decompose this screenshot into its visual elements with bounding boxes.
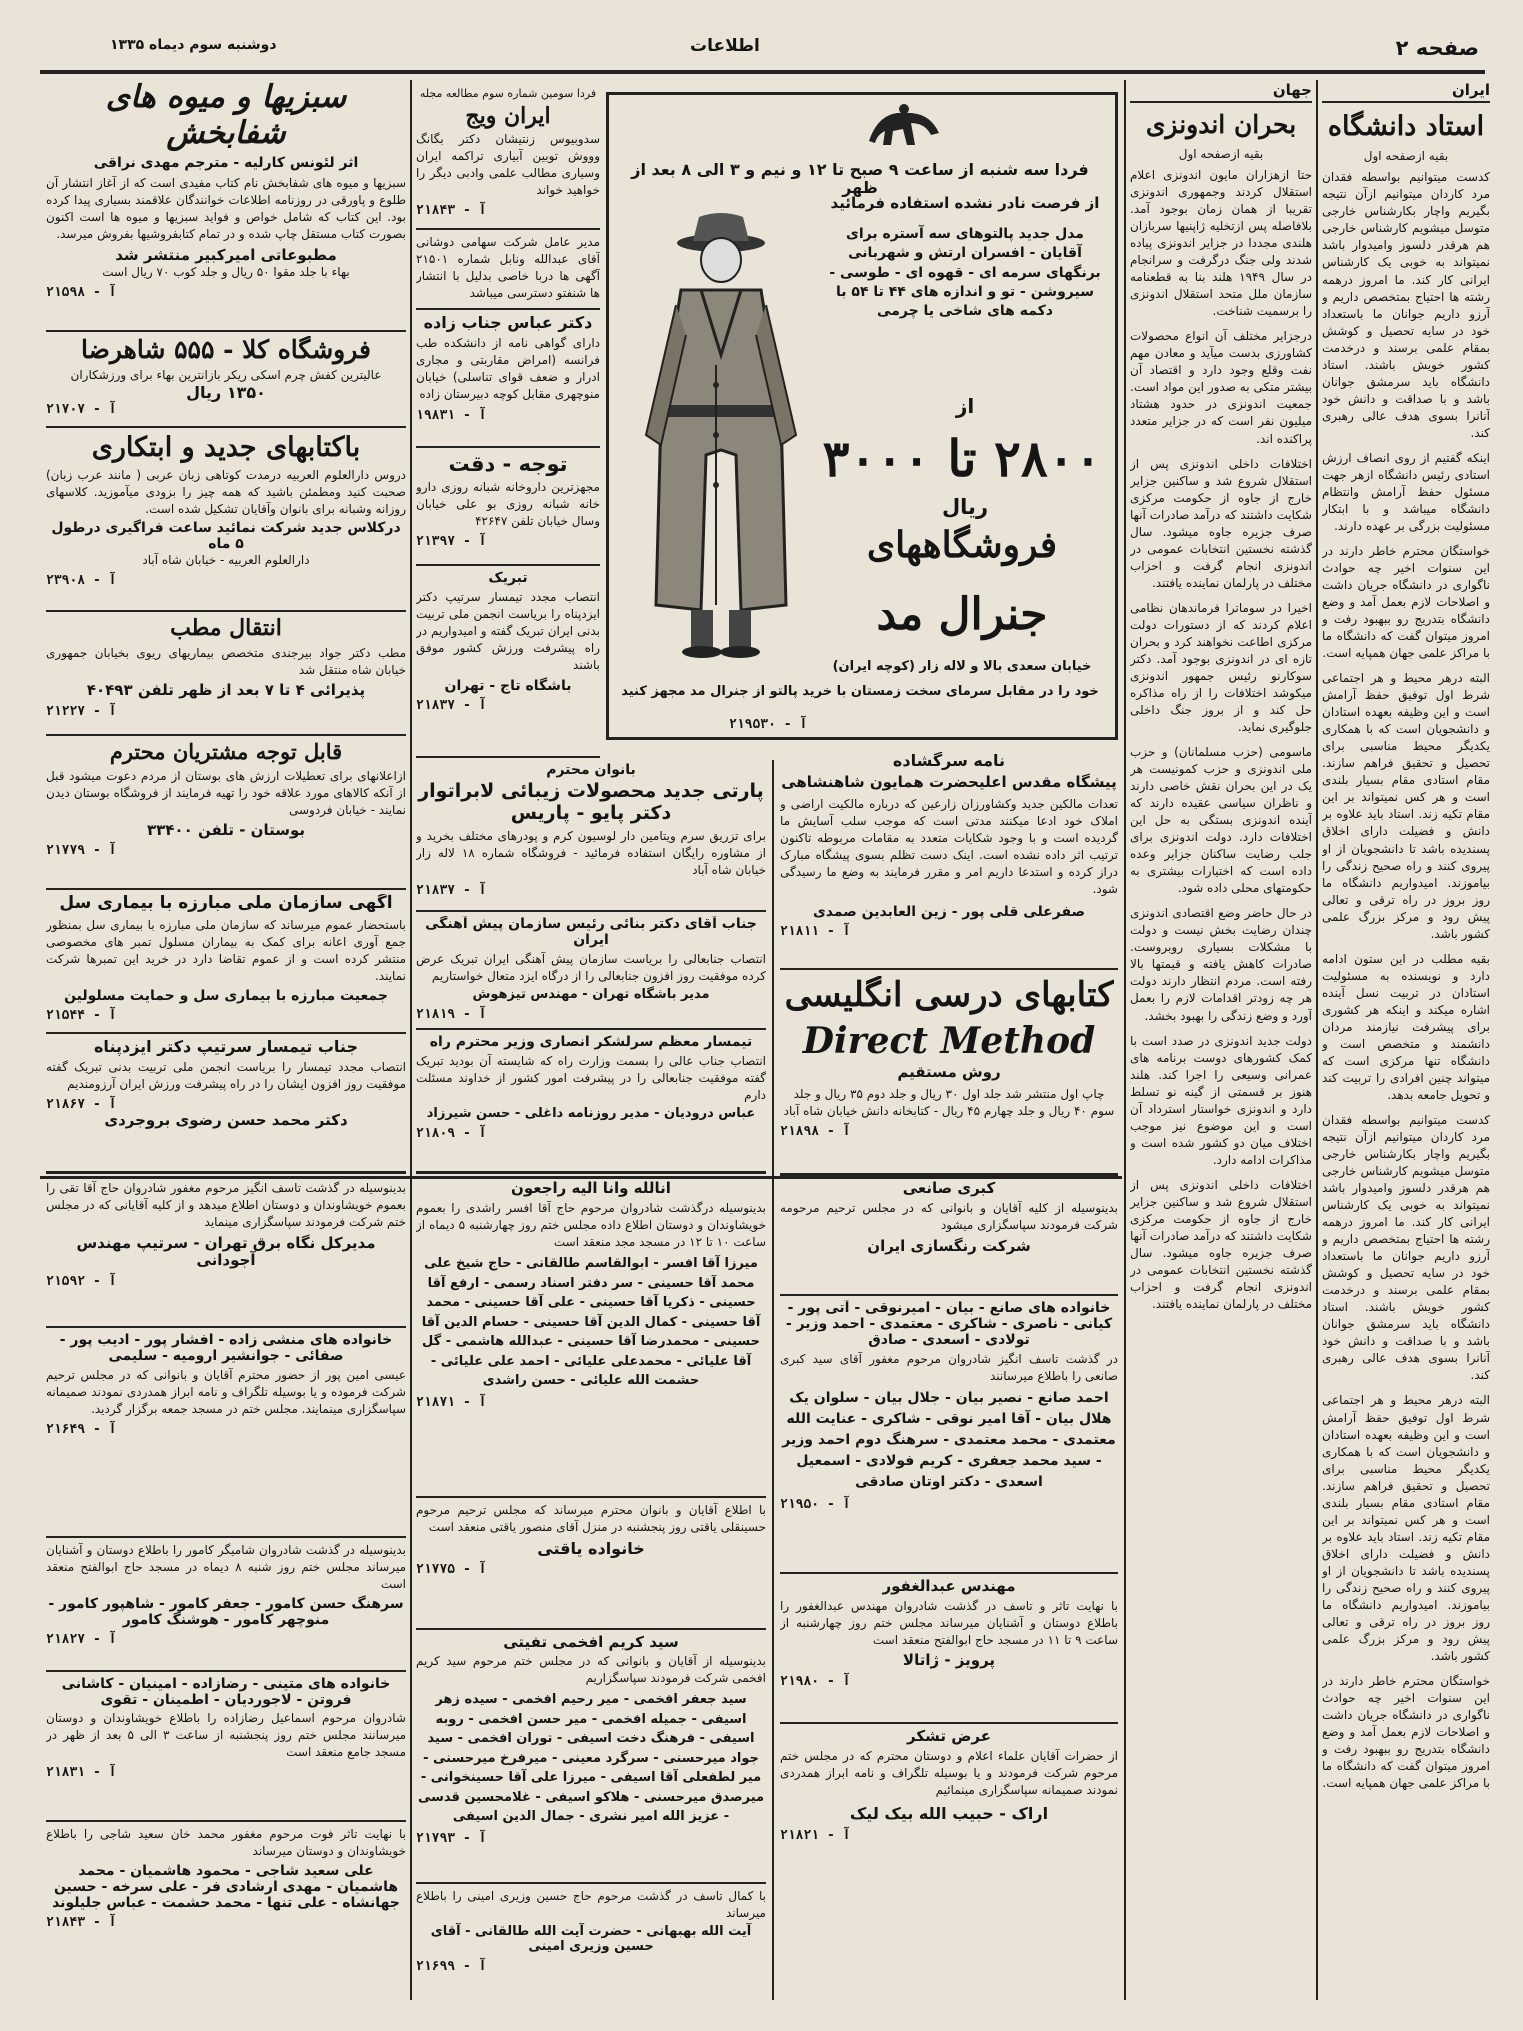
- ad-price: بهاء با جلد مقوا ۵۰ ریال و جلد کوب ۷۰ ریال است: [102, 264, 350, 279]
- ad-code: آ - ۲۱۷۷۵: [416, 1562, 487, 1578]
- ad-yaqti: [416, 1502, 766, 1630]
- ad-kamvar: [46, 1542, 406, 1672]
- ad-saebi: [780, 1180, 1118, 1296]
- open-letter-signature: صفرعلی قلی پور - زین العابدین صمدی: [812, 903, 1086, 920]
- overcoat-illustration-icon: [621, 205, 821, 660]
- ad-direct-method: [780, 976, 1118, 1176]
- ad-code: آ - ۲۱۸۴۳: [46, 1915, 117, 1931]
- ad-sign: باشگاه تاج - تهران: [444, 678, 572, 695]
- ad-body: مجهزترین داروخانه شبانه روزی دارو خانه شبانه روزی بو علی خیابان وسال خیابان تلفن ۴۲۶۴۷: [416, 480, 600, 529]
- ad-families-monshi: [46, 1332, 406, 1538]
- article-paragraph: خواستگان محترم خاطر دارند در این سنوات اخیر چه حوادث ناگواری در دانشگاه جریان داشت و اصلاحات لازم بعمل آمد و وضع دانشگاه بتدریج رو ببهبود رفت و امروز میتوان گفت که دانشگاه ما با مراکز علمی جهان همپایه است.: [1322, 543, 1490, 661]
- ad-body: با اطلاع آقایان و بانوان محترم میرساند که مجلس ترحیم مرحوم حسینقلی یاقتی روز پنجشنبه در منزل آقای منصور یاقتی منعقد است: [416, 1503, 766, 1535]
- ad-sign: مدیر باشگاه تهران - مهندس تیزهوش: [472, 987, 710, 1003]
- open-letter-subtitle: پیشگاه مقدس اعلیحضرت همایون شاهنشاهی: [781, 773, 1117, 792]
- ad-title: عرض تشکر: [907, 1728, 991, 1745]
- ad-subtitle: اثر لئونس کارلیه - مترجم مهدی نراقی: [93, 155, 359, 172]
- article-paragraph: اخیرا در سوماترا فرماندهان نظامی اعلام کردند که از دستورات دولت مرکزی اطاعت نخواهند کرد و بحران تازه ای در اندونزی بوجود آمد. دکتر سوکارنو رئیس جمهور اندونزی میکوشد اختلافات را از راه مذاکره حل کند و از بروز جنگ داخلی جلوگیری نماید.: [1130, 600, 1312, 734]
- ad-title: دکتر عباس جناب زاده: [423, 314, 593, 332]
- article-paragraph: کدست میتوانیم بواسطه فقدان مرد کاردان میتوانیم ازآن نتیجه بگیریم واچار بکارشناس خارجی متوسل میشویم کارشناس خارجی هم هرقدر دلسوز وامیدوار باشد نمیتواند به خوبی یک کارشناس ایرانی کار کند. ما امروز درهمه رشته ها احتیاج بمتخصص داریم و آرزو داریم جوانان ما باستعداد خود در سایه تحصیل و کوشش بمقام علمی برسند و درخدمت کشور خویش باشند. استاد دانشگاه باید سرمشق جوانان باشد و با صداقت و دانش خود آنانرا بسوی هدف عالی رهبری کند.: [1322, 1112, 1490, 1383]
- ad-title: پارتی جدید محصولات زیبائی لابراتوار دکتر پایو - پاریس: [418, 780, 764, 824]
- ad-latin-title: Direct Method: [802, 1020, 1096, 1063]
- ad-attention: [416, 452, 600, 566]
- ad-emphasis: درکلاس جدید شرکت نمائید ساعت فراگیری درطول ۵ ماه: [51, 520, 401, 553]
- ad-title: سید کریم افخمی تفیتی: [503, 1634, 679, 1651]
- ad-general-mode: [606, 92, 1118, 740]
- column-jahan: [1130, 82, 1312, 1997]
- ad-company: شرکت رنگسازی ایران: [867, 1237, 1031, 1256]
- ad-code: آ - ۲۱۸۳۷: [416, 882, 487, 898]
- ad-address: خیابان سعدی بالا و لاله زار (کوچه ایران): [832, 659, 1092, 674]
- ad-names: سید جعفر افخمی - میر رحیم افخمی - سیده زهر اسیفی - جمیله افخمی - میر حسن افخمی - روبه اسیفی - فرهنگ دخت اسیفی - توران افخمی - سید جواد میرحسنی - سرگرد معینی - میرفرخ میرحسنی - میر لطفعلی آقا اسیفی - میرزا علی آقا حسینخوانی - میرصدق میرحسنی - هلاکو اسیفی - غلامحسین قدسی - عزیز الله امیر نشری - جمال الدین اسیفی: [417, 1692, 765, 1825]
- ad-shoe-store: [46, 336, 406, 428]
- ad-names: میرزا آقا افسر - ابوالقاسم طالقانی - حاج شیخ علی محمد آقا حسینی - سر دفتر اسناد رسمی - ارفع آقا حسینی - ذکریا آقا حسینی - علی آقا حسینی - محمد آقا حسینی - کمال الدین آقا حسینی - حسام الدین آقا حسینی - محمدرضا آقا حسینی - عبدالله هاشمی - گل آقا علیائی - محمدعلی علیائی - احمد علی علیائی - حشمت الله علیائی - حسن راشدی: [421, 1256, 761, 1389]
- ad-body: بدینوسیله درگذشت شادروان مرحوم حاج آقا افسر راشدی را بعموم خویشاوندان و دوستان اطلاع داده مجلس ختم روز چهارشنبه ۵ دیماه از ساعت ۱۰ تا ۱۲ در مسجد مجد منعقد است: [416, 1201, 766, 1250]
- ad-body: انتصاب مجدد تیمسار سرتیپ دکتر ایزدپناه را بریاست انجمن ملی تربیت بدنی ایران تبریک گفته و امیدواریم در راه پیشرفت ورزش کشور موفق باشند: [416, 590, 600, 673]
- ad-sign: اراک - حبیب الله بیک لیک: [849, 1804, 1049, 1824]
- ad-code: آ - ۲۱۸۱۱: [780, 923, 851, 939]
- ad-body: بدینوسیله در گذشت تاسف انگیز مرحوم مغفور شادروان حاج آقا تقی را بعموم خویشاوندان و دوستان اطلاع میدهد و از کلیه آقایانی که در مجلس ختم شرکت فرمودند سپاسگزاری مینماید: [46, 1181, 406, 1230]
- ad-afkhami: [416, 1634, 766, 1884]
- article-paragraph: دولت جدید اندونزی در صدد است با کمک کشورهای دوست برنامه های عمرانی وسیعی را اجرا کند. هلند هنوز بر قسمتی از گینه نو تسلط دارد و اندونزی خواستار استرداد آن است و این موضوع نیز موجب اختلاف میان دو کشور شده است و مذاکرات ادامه دارد.: [1130, 1033, 1312, 1167]
- article-paragraph: درجزایر مختلف آن انواع محصولات کشاورزی بدست میآید و معادن مهم نفت وقلع وجود دارد و اقتصاد آن بیشتر متکی به صدور این مواد است. جمعیت اندونزی در حدود هشتاد میلیون نفر است که در جزایر متعدد پراکنده اند.: [1130, 329, 1312, 446]
- article-paragraph: کدست میتوانیم بواسطه فقدان مرد کاردان میتوانیم ازآن نتیجه بگیریم واچار بکارشناس خارجی متوسل میشویم کارشناس خارجی هم هرقدر دلسوز وامیدوار باشد نمیتواند به خوبی یک کارشناس ایرانی کار کند. ما امروز درهمه رشته ها احتیاج بمتخصص داریم و آرزو داریم جوانان ما باستعداد خود در سایه تحصیل و کوشش بمقام علمی برسند و درخدمت کشور خویش باشند. استاد دانشگاه باید سرمشق جوانان باشد و با صداقت و دانش خود آنانرا بسوی هدف عالی رهبری کند.: [1322, 170, 1490, 440]
- ad-iran-week: [416, 86, 600, 230]
- ad-price: ۲۸۰۰ تا ۳۰۰۰: [822, 429, 1102, 488]
- ad-body: با نهایت تاثر فوت مرحوم مغفور محمد خان سعید شاجی را باطلاع خویشاوندان و دوستان میرساند: [46, 1827, 406, 1859]
- ad-ghafour: [780, 1578, 1118, 1724]
- column-rule: [1316, 80, 1318, 2000]
- article-paragraph: اینکه گفتیم از روی انصاف ارزش استادی رئیس دانشگاه ازهر جهت مسئول حفظ آرامش وانتظام دانشگاه میباشد و با ابتکار مسئولیت بزرگی بر عهده دارند.: [1322, 450, 1490, 533]
- article-paragraph: اختلافات داخلی اندونزی پس از استقلال شروع شد و ساکنین جزایر خارج از جاوه از حکومت مرکزی شکایت داشتند که درآمد صادرات آنها صرف جزیره جاوه میشود. سال گذشته نخستین انتخابات عمومی در اندونزی انجام گرفت و احزاب مختلف در پارلمان نماینده یافتند.: [1130, 1177, 1312, 1311]
- column-rule: [1124, 80, 1126, 2000]
- ad-names: سرهنگ حسن کامور - جعفر کامور - شاهپور کامور - منوچهر کامور - هوشنگ کامور: [48, 1596, 404, 1629]
- ad-classes: [46, 432, 406, 612]
- column-rule: [410, 80, 412, 2000]
- ad-code: آ - ۲۳۹۰۸: [46, 573, 117, 589]
- column-rule: [772, 760, 774, 2000]
- ad-body: دارای گواهی نامه از دانشکده طب فرانسه (امراض مقاربتی و مجاری ادرار و ضعف قوای تناسلی) خیابان منوچهری مقابل کوچه دبیرستان زاده: [416, 336, 600, 402]
- ad-currency: ریال: [941, 495, 989, 519]
- ad-closing: خود را در مقابل سرمای سخت زمستان با خرید پالتو از جنرال مد مجهز کنید: [621, 684, 1099, 699]
- article-paragraph: اختلافات داخلی اندونزی پس از استقلال شروع شد و ساکنین جزایر خارج از جاوه از حکومت مرکزی شکایت داشتند که درآمد صادرات آنها صرف جزیره جاوه میشود. سال گذشته نخستین انتخابات عمومی در اندونزی انجام گرفت و احزاب مختلف در پارلمان نماینده یافتند.: [1130, 456, 1312, 590]
- page-label: صفحه ۲: [1395, 36, 1479, 60]
- ad-title: جناب آقای دکتر بنائی رئیس سازمان پیش آهنگی ایران: [425, 916, 757, 949]
- ad-code: آ - ۲۱۷۷۹: [46, 843, 117, 859]
- ad-body: دروس دارالعلوم العربیه درمدت کوتاهی زبان عربی ( مانند عرب زبان) صحبت کنید ومطمئن باشید که همه چیز را بزودی میآموزید. کلاسهای روزانه وشبانه برای بانوان وآقایان تشکیل شده است.: [46, 468, 406, 517]
- ad-body: بدینوسیله از آقایان و بانوانی که در مجلس ختم مرحوم سید کریم افخمی شرکت فرمودند سپاسگزاریم: [416, 1654, 766, 1686]
- ad-timsar: [416, 1034, 766, 1174]
- article-intro: بقیه ازصفحه اول: [1363, 149, 1449, 164]
- ad-body: چاپ اول منتشر شد جلد اول ۳۰ ریال و جلد دوم ۳۵ ریال و جلد سوم ۴۰ ریال و جلد چهارم ۴۵ ریال - کتابخانه دانش خیابان شاه آباد: [783, 1086, 1115, 1118]
- ad-title: سبزیها و میوه های شفابخش: [105, 80, 347, 151]
- ad-code: آ - ۲۱۳۹۷: [416, 534, 487, 550]
- ad-body: عالیترین کفش چرم اسکی ریکر بازانترین بهاء برای ورزشکاران: [70, 367, 382, 382]
- ad-body: سبزیها و میوه های شفابخش نام کتاب مفیدی است که از آغاز انتشار آن طلوع و پاورقی در روزنامه اطلاعات خوانندگان علاقمند بسیاری پیدا کرده بود. این کتاب که شامل خواص و فواید سبزیها و میوه ها است اکنون بصورت کتاب مستقل چاپ شده و در تمام کتابفروشیها بفروش میرسد.: [46, 176, 406, 242]
- ad-code: آ - ۲۱۵۴۴: [46, 1007, 117, 1023]
- ad-kicker: بانوان محترم: [546, 762, 636, 778]
- ad-body: انتصاب مجدد تیمسار را بریاست انجمن ملی تربیت بدنی تبریک گفته موفقیت روز افزون ایشان را در راه پیشرفت ورزش ایران آرزومندیم: [46, 1060, 406, 1092]
- ad-code: آ - ۲۱۶۴۹: [46, 1422, 117, 1438]
- ad-code: آ - ۲۱۸۲۷: [46, 1632, 117, 1648]
- ad-code: آ - ۲۱۵۹۸: [46, 284, 117, 300]
- article-paragraph: خواستگان محترم خاطر دارند در این سنوات اخیر چه حوادث ناگواری در دانشگاه جریان داشت و اصلاحات لازم بعمل آمد و وضع دانشگاه بتدریج رو ببهبود رفت و امروز میتوان گفت که دانشگاه ما با مراکز علمی جهان همپایه است.: [1322, 1673, 1490, 1791]
- ad-thanks-ajoudani: [46, 1180, 406, 1328]
- ad-title: انتقال مطب: [170, 616, 282, 641]
- ad-tb: [46, 894, 406, 1034]
- issue-date: دوشنبه سوم دیماه ۱۳۳۵: [110, 37, 277, 53]
- ad-body: در گذشت تاسف انگیز شادروان مرحوم مغفور آقای سید کبری صانعی را باطلاع میرسانند: [780, 1352, 1118, 1384]
- ad-izadpanah: [46, 1038, 406, 1174]
- open-letter: [780, 752, 1118, 970]
- lion-logo-icon: [859, 101, 949, 157]
- ad-body: از حضرات آقایان علماء اعلام و دوستان محترم که در مجلس ختم مرحوم شرکت فرمودند و یا بوسیله تلگراف و نامه ابراز همدردی نمودند صمیمانه سپاسگزاری مینمائیم: [780, 1749, 1118, 1798]
- ad-code: آ - ۲۱۸۳۱: [46, 1765, 117, 1781]
- ad-subtitle: روش مستقیم: [897, 1063, 1001, 1082]
- ad-kicker: فردا سومین شماره سوم مطالعه مجله: [419, 87, 597, 100]
- ad-store-line: فروشگاههای: [866, 524, 1058, 566]
- ad-body: عیسی امین پور از حضور محترم آقایان و بانوانی که در مجلس ترحیم شرکت فرموده و یا بوسیله تلگراف و نامه ابراز همدردی نمودند صمیمانه سپاسگزاری مینمایند. مجلس ختم در مسجد جمعه برگزار گردید.: [46, 1368, 406, 1417]
- ad-code: آ - ۲۱۷۹۳: [416, 1830, 487, 1846]
- ad-sadshaji: [46, 1826, 406, 1998]
- ad-body: بدینوسیله از کلیه آقایان و بانوانی که در مجلس ترحیم مرحومه شرکت فرمودند سپاسگزاری میشود: [780, 1201, 1118, 1233]
- ad-raji: [416, 1180, 766, 1498]
- ad-code: آ - ۲۱۹۵۳۰: [729, 717, 808, 732]
- ad-code: آ - ۲۱۸۶۷: [46, 1097, 117, 1113]
- article-paragraph: بقیه مطلب در این ستون ادامه دارد و نویسنده به مسئولیت استادان در تربیت نسل آینده اشاره میکند و اینکه هر کشوری برای پیشرفت نیازمند مردان دانشمند و متخصص است و دانشگاه تنها مرکزی است که میتواند چنین افرادی را تربیت کند و تحویل جامعه بدهد.: [1322, 951, 1490, 1102]
- ad-price-from: از: [955, 394, 975, 418]
- ad-price: ۱۳۵۰ ریال: [186, 382, 266, 402]
- ad-body: شادروان مرحوم اسماعیل رضازاده را باطلاع خویشاوندان و دوستان میرسانند مجلس ختم روز پنجشنبه از ساعت ۳ الی ۵ بعد از ظهر در مسجد جامع منعقد است: [46, 1711, 406, 1760]
- open-letter-title: نامه سرگشاده: [892, 752, 1006, 770]
- article-title: بحران اندونزی: [1145, 110, 1297, 140]
- ad-body: برای تزریق سرم ویتامین دار لوسیون کرم و پودرهای مختلف بخرید و از مشاوره رایگان استفاده فرمائید - فروشگاه شماره ۱۸ لاله زار خیابان شاه آباد: [416, 828, 766, 877]
- ad-title: ایران ویج: [465, 102, 551, 129]
- article-paragraph: البته درهر محیط و هر اجتماعی شرط اول توفیق حفظ آرامش است و این وظیفه بعهده استادان و دانشجویان است که با همکاری یکدیگر محیط مناسبی برای تحصیل و تحقیق فراهم سازند. مقام استادی مقام بسیار بلندی است و هر کس نمیتواند بر این مقام تکیه زند. استاد باید علاوه بر دانش و فضیلت دارای اخلاق پسندیده باشد تا دانشجویان از او پیروی کنند و راه صحیح زندگی را بیاموزند. امیدواریم دانشگاه ما روز بروز در راه ترقی و تعالی پیش رود و مرکز بزرگ علمی کشور باشد.: [1322, 1393, 1490, 1663]
- ad-body: انتصاب جنابعالی را بریاست سازمان پیش آهنگی ایران تبریک عرض کرده موفقیت روز افزون جنابعالی را از درگاه ایزد متعال خواستاریم: [416, 952, 766, 984]
- ad-title: خانواده های منشی زاده - افشار پور - ادیب پور - صفائی - جوانشیر ارومیه - سلیمی: [59, 1332, 393, 1365]
- ad-title: تبریک: [488, 570, 528, 586]
- ad-vegetables: [46, 80, 406, 332]
- ad-moving: [46, 616, 406, 736]
- ad-title: خانواده های متینی - رضازاده - امینیان - کاشانی: [61, 1676, 391, 1692]
- ad-title: جناب تیمسار سرتیپ دکتر ایزدپناه: [93, 1038, 358, 1056]
- ad-title: انالله وانا الیه راجعون: [511, 1180, 671, 1197]
- ad-code: آ - ۲۱۲۲۷: [46, 703, 117, 719]
- article-paragraph: حتا ازهزاران مایون اندونزی اعلام استقلال کردند وجمهوری اندونزی تقریبا از همان زمان بوجود آمد. بلافاصله پس ازتخلیه ژاپنیها سربازان هلندی مجددا در جزایر اندونزی پیاده شدند ولی جنگ درگرفت و سرانجام در سال ۱۹۴۹ هلند بنا به قطعنامه سازمان ملل متحد استقلال اندونزی را برسمیت شناخت.: [1130, 168, 1312, 319]
- article-paragraph: البته درهر محیط و هر اجتماعی شرط اول توفیق حفظ آرامش است و این وظیفه بعهده استادان و دانشجویان است که با همکاری یکدیگر محیط مناسبی برای تحصیل و تحقیق فراهم سازند. مقام استادی مقام بسیار بلندی است و هر کس نمیتواند بر این مقام تکیه زند. استاد باید علاوه بر دانش و فضیلت دارای اخلاق پسندیده باشد تا دانشجویان از او پیروی کنند و راه صحیح زندگی را بیاموزند. امیدواریم دانشگاه ما روز بروز در راه ترقی و تعالی پیش رود و مرکز بزرگ علمی کشور باشد.: [1322, 671, 1490, 941]
- article-intro: بقیه ازصفحه اول: [1178, 147, 1264, 161]
- ad-body: سدوبیوس زنتیشان دکتر بگانگ وووش توبین آبیاری تراکمه ایران وسیاری مطالب علمی وادبی دیگر را خواهید خواند: [416, 131, 600, 197]
- masthead-rule: [40, 70, 1485, 74]
- masthead: [40, 30, 1485, 66]
- ad-doctor-abbas: [416, 314, 600, 448]
- ad-code: آ - ۲۱۵۹۲: [46, 1273, 117, 1289]
- ad-sanaei: [780, 1300, 1118, 1574]
- ad-address: دارالعلوم العربیه - خیابان شاه آباد: [142, 553, 310, 568]
- ad-body: ازاعلانهای برای تعطیلات ارزش های بوستان از مردم دعوت میشود قبل از آنکه کالاهای مورد علاقه خود را تهیه فرمایند از فروشگاه بوستان دیدن نمایند - خیابان فردوسی: [46, 769, 406, 818]
- section-label: جهان: [1130, 82, 1312, 103]
- ad-body: مطب دکتر جواد بیرجندی متخصص بیماریهای ریوی بخیابان جمهوری خیابان شاه منتقل شد: [46, 646, 406, 678]
- article-title: استاد دانشگاه: [1327, 111, 1485, 143]
- ad-code: آ - ۲۱۸۷۱: [416, 1394, 487, 1410]
- ad-company: [416, 234, 600, 310]
- ad-body: باستحضار عموم میرساند که سازمان ملی مبارزه با بیماری سل بمنظور جمع آوری اعانه برای کمک به بیماران مسلول تمبر های مخصوصی منتشر کرده است و از عموم تقاضا دارد در خرید این تمبرها شرکت نمایند.: [46, 917, 406, 983]
- ad-title: توجه - دقت: [448, 452, 568, 476]
- column-iran: [1322, 82, 1490, 1997]
- ad-body: با نهایت تاثر و تاسف در گذشت شادروان مهندس عبدالغفور را باطلاع دوستان و آشنایان میرساند مجلس ختم روز چهارشنبه از ساعت ۹ تا ۱۱ در مسجد حاج ابوالفتح منعقد است: [780, 1599, 1118, 1648]
- ad-store-name: جنرال مد: [876, 589, 1048, 640]
- ad-title: قابل توجه مشتریان محترم: [109, 740, 343, 764]
- ad-body: انتصاب جناب عالی را بسمت وزارت راه که شایسته آن بودید تبریک گفته موفقیت جنابعالی را در پیشرفت امور کشور از خداوند مسئلت دارم: [416, 1054, 766, 1103]
- ad-sign: عباس درودیان - مدیر روزنامه داغلی - حسن شیرزاد: [426, 1106, 756, 1122]
- ad-code: آ - ۲۱۶۹۹: [416, 1958, 487, 1974]
- ad-names: احمد صانع - نصیر بیان - جلال بیان - سلوان یک هلال بیان - آقا امیر نوقی - شاکری - عنایت الله معتمدی - محمد معتمدی - سرهنگ دوم احمد وزیر - سید محمد جعفری - کریم فولادی - اسمعیل اسعدی - دکتر اوتان صادقی: [782, 1390, 1116, 1491]
- ad-title: مهندس عبدالغفور: [882, 1578, 1016, 1595]
- ad-title: آگهی سازمان ملی مبارزه با بیماری سل: [59, 894, 393, 913]
- ad-body: بدینوسیله در گذشت شادروان شامیگر کامور را باطلاع دوستان و آشنایان میرساند مجلس ختم روز شنبه ۸ دیماه در مسجد حاج ابوالفتح منعقد است: [46, 1543, 406, 1592]
- ad-code: آ - ۲۱۹۵۰: [780, 1497, 851, 1513]
- ad-publisher: مطبوعاتی امیرکبیر منتشر شد: [115, 245, 337, 264]
- ad-sign: دکتر محمد حسن رضوی بروجردی: [104, 1111, 348, 1130]
- ad-promo-line: از فرصت نادر نشده استفاده فرمائید: [830, 194, 1100, 212]
- ad-title: کتابهای درسی انگلیسی: [784, 976, 1114, 1015]
- ad-code: آ - ۲۱۸۴۳: [416, 203, 487, 219]
- ad-title: باکتابهای جدید و ابتکاری: [91, 432, 361, 463]
- ad-tabrik: [416, 570, 600, 758]
- ad-names: علی سعید شاجی - محمود هاشمیان - محمد هاشمیان - مهدی ارشادی فر - علی سرخه - حسین جهانشاه - علی تنها - محمد حشمت - عباس جلیلوند: [52, 1863, 400, 1912]
- ad-phone: بوستان - تلفن ۳۳۴۰۰: [146, 821, 306, 840]
- ad-body: مدیر عامل شرکت سهامی دوشانی آقای عبدالله ونابل شماره ۲۱۵۰۱ آگهی ها دربا خاصی بدلیل با انتشار ها شنفتو دسترسی میباشد: [416, 235, 600, 301]
- ad-promo-hours: فردا سه شنبه از ساعت ۹ صبح تا ۱۲ و نیم و ۳ الی ۸ بعد از ظهر: [631, 160, 1089, 198]
- ad-code: آ - ۲۱۷۰۷: [46, 402, 117, 418]
- paper-name: اطلاعات: [690, 36, 760, 56]
- ad-families-matini: [46, 1676, 406, 1822]
- article-paragraph: در حال حاضر وضع اقتصادی اندونزی چندان رضایت بخش نیست و دولت با مشکلات بسیاری روبروست. صادرات کاهش یافته و قیمتها بالا رفته است. مردم انتظار دارند دولت هر چه زودتر اقدامات لازم را بعمل آورد و وضع زندگی را بهبود بخشد.: [1130, 906, 1312, 1023]
- ad-sign: مدیرکل نگاه برق تهران - سرتیپ مهندس آجودانی: [76, 1234, 376, 1270]
- ad-families: خانواده های صانع - بیان - امیرنوقی - آتی پور - کیانی - ناصری - شاکری - معتمدی - احمد وزیر - تولادی - اسعدی - صادق: [785, 1300, 1113, 1349]
- ad-names: آیت الله بهبهانی - حضرت آیت الله طالقانی - آقای حسین وزیری امینی: [430, 1924, 752, 1954]
- ad-code: آ - ۲۱۸۰۹: [416, 1126, 487, 1142]
- ad-code: آ - ۲۱۸۲۱: [780, 1827, 851, 1843]
- open-letter-body: تعدات مالکین جدید وکشاورزان زارعین که درباره مالکیت اراضی و املاک خود ادعا میکنند مدتی است که موجب سلب آسایش ما گردیده است و با وجود شکایات متعدد به مقامات مربوطه تاکنون ترتیب اثر داده نشده است. اینک دست تظلم بسوی پیشگاه مبارک دراز کرده و استدعا داریم امر و مقرر فرمایند به وضع ما رسیدگی شود.: [780, 796, 1118, 896]
- ad-title: خانواده یاقتی: [537, 1539, 645, 1559]
- ad-code: آ - ۱۹۸۳۱: [416, 407, 487, 423]
- ad-title: فروشگاه کلا - ۵۵۵ شاهرضا: [81, 336, 371, 364]
- ad-names: فروتن - لاجوردیان - اطمینان - تقوی: [100, 1692, 352, 1709]
- ad-code: آ - ۲۱۸۹۸: [780, 1123, 851, 1139]
- ad-title: کبری صانعی: [902, 1180, 996, 1197]
- ad-banovan: [416, 762, 766, 912]
- ad-code: آ - ۲۱۸۳۷: [416, 698, 487, 714]
- ad-code: آ - ۲۱۹۸۰: [780, 1673, 851, 1689]
- ad-arz-tashakor: [780, 1728, 1118, 1998]
- section-rule: [40, 1176, 1122, 1179]
- ad-code: آ - ۲۱۸۱۹: [416, 1007, 487, 1023]
- ad-boston: [46, 740, 406, 890]
- article-paragraph: ماسومی (حزب مسلمانان) و حزب ملی اندونزی و حزب کمونیست هر یک در این بحران نقش خاصی دارند و ناظران سیاسی عقیده دارند که آینده اندونزی بستگی به حل این اختلافات دارد. دولت اندونزی برای جلب رضایت ساکنان جزایر وعده داده است که اختیارات بیشتری به حکومتهای محلی داده شود.: [1130, 745, 1312, 896]
- ad-sign: جمعیت مبارزه با بیماری سل و حمایت مسلولین: [64, 987, 388, 1004]
- ad-habibi: [416, 1888, 766, 1998]
- ad-body: با کمال تاسف در گذشت مرحوم حاج حسین وزیری امینی را باطلاع میرساند: [416, 1889, 766, 1921]
- ad-promo-desc: مدل جدید پالتوهای سه آستره برای آقایان - افسران ارتش و شهربانی برنگهای سرمه ای - قهوه ای - طوسی - سیروشن - تو و اندازه های ۴۴ تا ۵۴ با دکمه های شاخی یا چرمی: [829, 226, 1101, 320]
- ad-jenab-banaei: [416, 916, 766, 1030]
- ad-hours: پذیرائی ۴ تا ۷ بعد از ظهر تلفن ۴۰۴۹۳: [86, 681, 366, 700]
- ad-title: تیمسار معظم سرلشکر انصاری وزیر محترم راه: [429, 1034, 753, 1050]
- section-label: ایران: [1322, 82, 1490, 103]
- ad-sign: پرویز - ژاتالا: [902, 1651, 996, 1670]
